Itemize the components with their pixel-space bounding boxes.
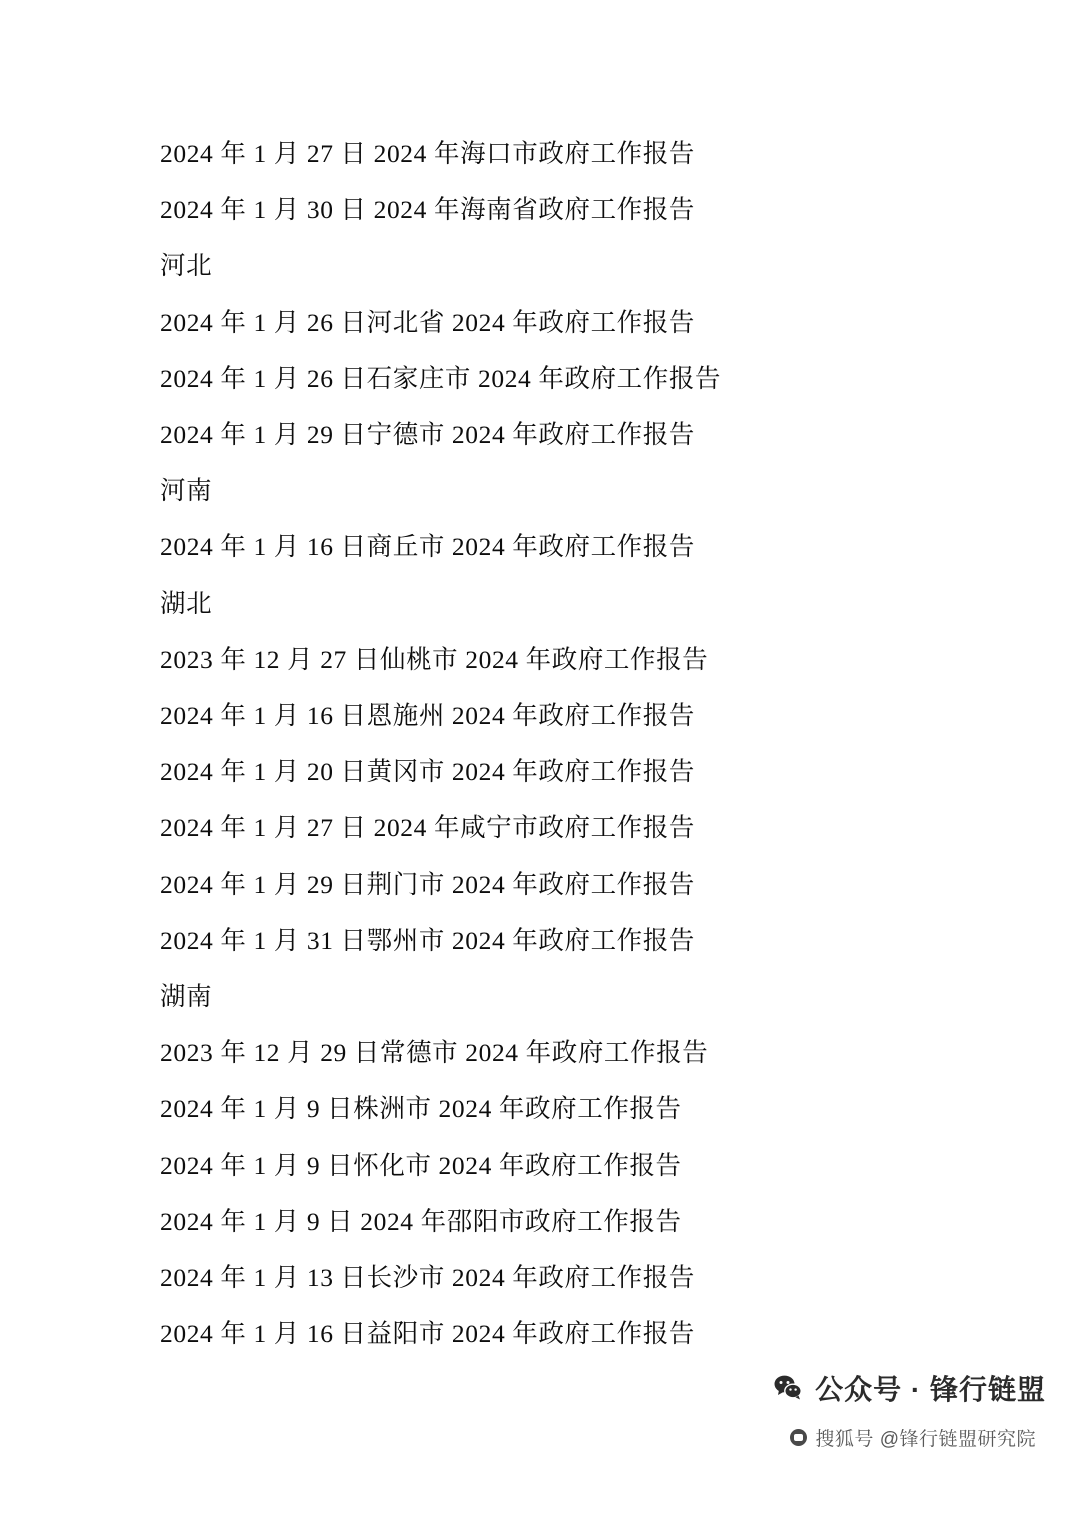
report-entry-line: 2024 年 1 月 9 日株洲市 2024 年政府工作报告 bbox=[160, 1094, 682, 1124]
document-text-body bbox=[160, 126, 920, 1362]
wechat-brand bbox=[773, 1368, 1046, 1408]
report-entry-line: 2024 年 1 月 27 日 2024 年咸宁市政府工作报告 bbox=[160, 813, 695, 843]
province-heading: 河北 bbox=[160, 251, 213, 281]
sohu-brand bbox=[790, 1424, 1036, 1451]
report-entry-line: 2024 年 1 月 27 日 2024 年海口市政府工作报告 bbox=[160, 139, 695, 168]
report-entry-line: 2024 年 1 月 9 日怀化市 2024 年政府工作报告 bbox=[160, 1150, 682, 1180]
province-heading: 湖北 bbox=[160, 588, 213, 618]
sohu-brand-label: 搜狐号 @锋行链盟研究院 bbox=[815, 1429, 1036, 1450]
report-entry-line: 2024 年 1 月 20 日黄冈市 2024 年政府工作报告 bbox=[160, 757, 695, 787]
report-entry-line: 2024 年 1 月 26 日石家庄市 2024 年政府工作报告 bbox=[160, 363, 722, 393]
report-entry-line: 2024 年 1 月 29 日荆门市 2024 年政府工作报告 bbox=[160, 869, 695, 899]
report-entry-line: 2024 年 1 月 16 日恩施州 2024 年政府工作报告 bbox=[160, 701, 695, 731]
sohu-icon bbox=[790, 1429, 807, 1446]
wechat-icon bbox=[773, 1373, 803, 1403]
report-entry-line: 2024 年 1 月 16 日益阳市 2024 年政府工作报告 bbox=[160, 1319, 695, 1349]
footer-watermark bbox=[692, 1362, 1052, 1482]
province-heading: 河南 bbox=[160, 476, 213, 506]
report-entry-line: 2024 年 1 月 13 日长沙市 2024 年政府工作报告 bbox=[160, 1263, 695, 1293]
wechat-brand-label: 公众号 · 锋行链盟 bbox=[815, 1374, 1046, 1405]
report-entry-line: 2024 年 1 月 26 日河北省 2024 年政府工作报告 bbox=[160, 307, 695, 337]
province-heading: 湖南 bbox=[160, 982, 213, 1012]
report-entry-line: 2024 年 1 月 31 日鄂州市 2024 年政府工作报告 bbox=[160, 925, 695, 955]
report-entry-line: 2023 年 12 月 29 日常德市 2024 年政府工作报告 bbox=[160, 1038, 709, 1068]
report-entry-line: 2023 年 12 月 27 日仙桃市 2024 年政府工作报告 bbox=[160, 644, 709, 674]
report-entry-line: 2024 年 1 月 9 日 2024 年邵阳市政府工作报告 bbox=[160, 1206, 682, 1236]
report-entry-line: 2024 年 1 月 16 日商丘市 2024 年政府工作报告 bbox=[160, 532, 695, 562]
report-entry-line: 2024 年 1 月 29 日宁德市 2024 年政府工作报告 bbox=[160, 420, 695, 450]
report-entry-line: 2024 年 1 月 30 日 2024 年海南省政府工作报告 bbox=[160, 195, 695, 225]
